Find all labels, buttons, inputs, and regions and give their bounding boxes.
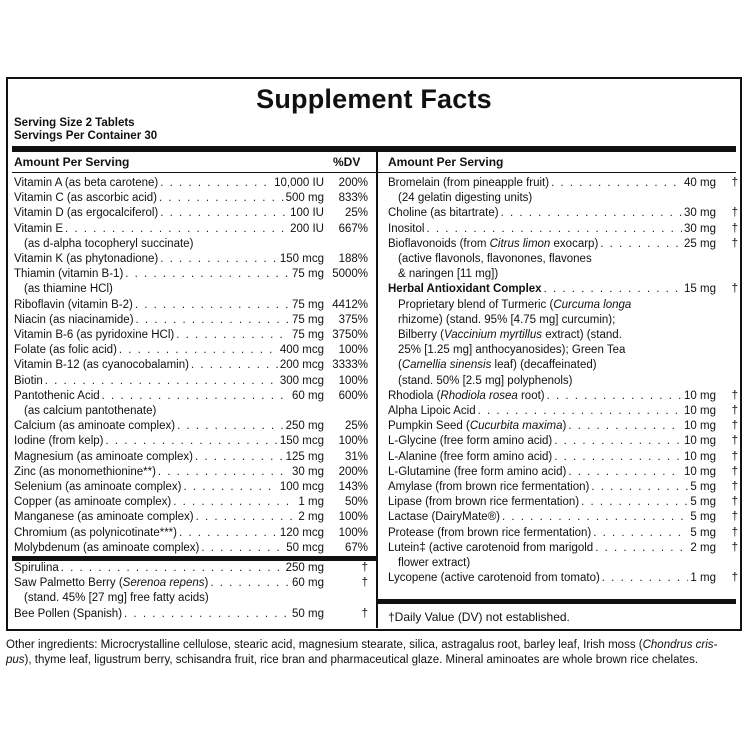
subline-text: leaf) (decaffeinated)	[491, 359, 597, 372]
nutrient-name: Herbal Antioxidant Complex	[388, 283, 542, 296]
nutrient-amount: 5 mg	[690, 511, 716, 524]
nutrient-amount: 300 mcg	[279, 374, 324, 387]
subline-text: extract) (stand.	[542, 329, 622, 342]
nutrient-row	[388, 465, 738, 480]
nutrient-subline	[388, 328, 738, 343]
name-italic: Serenoa repens	[122, 577, 205, 590]
nutrient-amount: 400 mcg	[279, 344, 324, 357]
nutrient-name	[388, 419, 566, 434]
nutrient-name: Spirulina	[14, 562, 59, 574]
nutrient-amount: 100 IU	[290, 207, 324, 220]
supplement-facts-panel	[6, 77, 742, 631]
nutrient-name: L-Glutamine (free form amino acid)	[388, 465, 567, 478]
nutrient-dv: 100%	[338, 374, 368, 387]
nutrient-row	[388, 510, 738, 525]
leader-dots	[173, 495, 296, 510]
name-text: Rhodiola (	[388, 389, 441, 402]
right-section-divider	[378, 599, 736, 604]
leader-dots	[478, 404, 682, 419]
nutrient-dv: 25%	[344, 207, 368, 220]
nutrient-amount: 120 mcg	[279, 526, 324, 539]
nutrient-dv: 25%	[344, 420, 368, 433]
nutrient-dv: †	[731, 405, 738, 418]
leader-dots	[176, 328, 290, 343]
nutrient-row	[14, 252, 368, 267]
nutrient-name	[388, 237, 598, 252]
nutrient-name: Vitamin C (as ascorbic acid)	[14, 192, 157, 205]
nutrient-name	[388, 389, 545, 404]
nutrient-name: Choline (as bitartrate)	[388, 207, 499, 220]
nutrient-amount: 30 mg	[684, 222, 716, 235]
nutrient-row	[388, 450, 738, 465]
nutrient-name: Inositol	[388, 222, 425, 235]
nutrient-name: Selenium (as aminoate complex)	[14, 481, 182, 494]
nutrient-dv: †	[361, 607, 368, 620]
leader-dots	[183, 480, 277, 495]
nutrient-amount: 10 mg	[684, 465, 716, 478]
nutrient-dv: †	[361, 577, 368, 590]
nutrient-dv: 100%	[338, 344, 368, 357]
other-ingredients	[6, 638, 742, 668]
nutrient-name: L-Alanine (free form amino acid)	[388, 450, 553, 463]
name-text: exocarp)	[550, 237, 599, 250]
nutrient-dv: 50%	[344, 496, 368, 509]
nutrient-subline: & naringen [11 mg])	[398, 268, 499, 281]
nutrient-amount: 60 mg	[292, 577, 324, 590]
nutrient-amount: 75 mg	[292, 329, 324, 342]
serving-size: Serving Size 2 Tablets	[14, 117, 135, 129]
nutrient-name: Vitamin B-12 (as cyanocobalamin)	[14, 359, 189, 372]
nutrient-name: Niacin (as niacinamide)	[14, 313, 134, 326]
nutrient-dv: †	[731, 526, 738, 539]
nutrient-amount: 10 mg	[684, 389, 716, 402]
nutrient-name: Zinc (as monomethionine**)	[14, 465, 156, 478]
name-text: )	[562, 420, 567, 433]
nutrient-subline: (stand. 45% [27 mg] free fatty acids)	[24, 592, 209, 605]
nutrient-dv: †	[731, 207, 738, 220]
nutrient-amount: 75 mg	[292, 313, 324, 326]
nutrient-name: Vitamin K (as phytonadione)	[14, 253, 159, 266]
nutrient-amount: 40 mg	[684, 177, 716, 189]
nutrient-amount: 200 mcg	[279, 359, 324, 372]
right-header-rule	[378, 172, 736, 173]
subline-italic: Curcuma longa	[553, 298, 632, 311]
nutrient-amount: 125 mg	[285, 450, 324, 463]
nutrient-row	[14, 419, 368, 434]
name-italic: Rhodiola rosea	[440, 389, 518, 402]
nutrient-subline: (active flavonols, flavonones, flavones	[398, 253, 592, 266]
name-text: Saw Palmetto Berry (	[14, 577, 123, 590]
nutrient-name: Biotin	[14, 374, 43, 387]
nutrient-name: L-Glycine (free form amino acid)	[388, 435, 553, 448]
nutrient-name: Thiamin (vitamin B-1)	[14, 268, 124, 281]
nutrient-amount: 1 mg	[298, 496, 324, 509]
nutrient-subline: rhizome) (stand. 95% [4.75 mg] curcumin);	[398, 313, 616, 326]
leader-dots	[554, 450, 682, 465]
subline-italic: Vaccinium myrtillus	[444, 329, 542, 342]
leader-dots	[119, 343, 278, 358]
leader-dots	[160, 206, 288, 221]
leader-dots	[195, 450, 284, 465]
nutrient-amount: 5 mg	[690, 526, 716, 539]
nutrient-name: Vitamin D (as ergocalciferol)	[14, 207, 159, 220]
nutrient-name: Lutein‡ (active carotenoid from marigold	[388, 541, 594, 554]
nutrient-name: Iodine (from kelp)	[14, 435, 104, 448]
nutrient-dv: 5000%	[332, 268, 368, 281]
nutrient-row	[14, 343, 368, 358]
leader-dots	[547, 389, 682, 404]
nutrient-amount: 5 mg	[690, 496, 716, 509]
nutrient-subline: (as thiamine HCl)	[24, 283, 113, 296]
nutrient-row	[14, 480, 368, 495]
nutrient-name: Vitamin E	[14, 222, 64, 235]
nutrient-dv: 667%	[338, 222, 368, 235]
nutrient-row	[388, 176, 738, 191]
nutrient-amount: 2 mg	[298, 511, 324, 524]
nutrient-amount: 5 mg	[690, 481, 716, 494]
nutrient-dv: †	[731, 435, 738, 448]
nutrient-row	[14, 389, 368, 404]
leader-dots	[177, 419, 284, 434]
leader-dots	[602, 571, 689, 586]
nutrient-name: Lipase (from brown rice fermentation)	[388, 496, 580, 509]
nutrient-dv: †	[731, 222, 738, 235]
nutrient-amount: 50 mcg	[286, 541, 324, 554]
nutrient-row	[14, 450, 368, 465]
daily-value-note: †Daily Value (DV) not established.	[388, 610, 570, 624]
other-ingredients-post: ), thyme leaf, ligustrum berry, schisandra fruit, rice bran and pharmaceutical glaze. Mineral aminoates are whole brown rice chelates.	[24, 654, 699, 666]
leader-dots	[160, 252, 278, 267]
nutrient-row	[14, 328, 368, 343]
left-nutrient-list	[14, 176, 368, 556]
nutrient-dv: 600%	[338, 389, 368, 402]
leader-dots	[124, 607, 290, 622]
left-amount-header: Amount Per Serving	[14, 155, 130, 169]
nutrient-row	[388, 206, 738, 221]
nutrient-dv: †	[731, 511, 738, 524]
nutrient-subline: (as d-alpha tocopheryl succinate)	[24, 237, 194, 250]
nutrient-dv: †	[731, 450, 738, 463]
nutrient-name: Alpha Lipoic Acid	[388, 405, 476, 418]
nutrient-amount: 150 mcg	[279, 435, 324, 448]
nutrient-dv: 4412%	[332, 298, 368, 311]
leader-dots	[61, 561, 284, 576]
name-text: Pumpkin Seed (	[388, 420, 470, 433]
nutrient-row	[14, 358, 368, 373]
leader-dots	[554, 434, 682, 449]
nutrient-amount: 100 mcg	[279, 481, 324, 494]
nutrient-row	[14, 434, 368, 449]
nutrient-row	[388, 389, 738, 404]
nutrient-amount: 2 mg	[690, 541, 716, 554]
leader-dots	[159, 191, 284, 206]
other-ingredients-italic-2: pus	[6, 654, 25, 666]
nutrient-amount: 250 mg	[285, 562, 324, 574]
nutrient-dv: 31%	[344, 450, 368, 463]
nutrient-name: Folate (as folic acid)	[14, 344, 117, 357]
nutrient-dv: †	[731, 177, 738, 189]
nutrient-name: Chromium (as polynicotinate***)	[14, 526, 177, 539]
nutrient-name: Vitamin A (as beta carotene)	[14, 177, 159, 189]
nutrient-amount: 75 mg	[292, 298, 324, 311]
leader-dots	[191, 358, 278, 373]
nutrient-name: Molybdenum (as aminoate complex)	[14, 541, 200, 554]
nutrient-amount: 10,000 IU	[274, 177, 324, 189]
nutrient-name: Copper (as aminoate complex)	[14, 496, 172, 509]
nutrient-name: Bromelain (from pineapple fruit)	[388, 177, 550, 189]
nutrient-amount: 200 IU	[290, 222, 324, 235]
nutrient-name: Amylase (from brown rice fermentation)	[388, 481, 590, 494]
nutrient-row	[388, 222, 738, 237]
leader-dots	[581, 495, 688, 510]
nutrient-dv: †	[731, 572, 738, 585]
nutrient-row	[388, 419, 738, 434]
nutrient-name: Pantothenic Acid	[14, 389, 100, 402]
nutrient-row	[14, 191, 368, 206]
right-nutrient-list	[388, 176, 738, 586]
name-text: )	[204, 577, 209, 590]
nutrient-row	[14, 576, 368, 591]
nutrient-amount: 30 mg	[684, 207, 716, 220]
nutrient-amount: 50 mg	[292, 607, 324, 620]
nutrient-subline: (as calcium pantothenate)	[24, 405, 157, 418]
name-italic: Citrus limon	[489, 237, 551, 250]
leader-dots	[136, 313, 291, 328]
subline-italic: Camellia sinensis	[401, 359, 492, 372]
leader-dots	[196, 510, 297, 525]
nutrient-row	[14, 267, 368, 282]
nutrient-dv: †	[731, 283, 738, 296]
leader-dots	[135, 298, 290, 313]
nutrient-amount: 25 mg	[684, 237, 716, 250]
nutrient-name: Magnesium (as aminoate complex)	[14, 450, 193, 463]
nutrient-dv: †	[361, 562, 368, 574]
nutrient-amount: 60 mg	[292, 389, 324, 402]
nutrient-amount: 10 mg	[684, 420, 716, 433]
nutrient-row	[14, 176, 368, 191]
nutrient-row	[14, 222, 368, 237]
leader-dots	[544, 282, 682, 297]
leader-dots	[501, 206, 682, 221]
nutrient-dv: †	[731, 237, 738, 250]
nutrient-row	[14, 495, 368, 510]
nutrient-subline	[388, 298, 738, 313]
nutrient-row	[388, 434, 738, 449]
nutrient-dv: †	[731, 465, 738, 478]
nutrient-dv: 375%	[338, 313, 368, 326]
nutrient-dv: 100%	[338, 511, 368, 524]
leader-dots	[595, 541, 688, 556]
thick-divider	[12, 146, 736, 152]
nutrient-row	[388, 495, 738, 510]
nutrient-dv: †	[731, 541, 738, 554]
panel-title: Supplement Facts	[256, 84, 492, 114]
name-text: root)	[517, 389, 545, 402]
nutrient-row	[14, 313, 368, 328]
nutrient-name: Manganese (as aminoate complex)	[14, 511, 194, 524]
leader-dots	[65, 222, 288, 237]
nutrient-row	[14, 526, 368, 541]
nutrient-row	[14, 607, 368, 622]
nutrient-row	[388, 526, 738, 541]
nutrient-name: Lycopene (active carotenoid from tomato)	[388, 572, 600, 585]
nutrient-dv: 67%	[344, 541, 368, 554]
right-amount-header: Amount Per Serving	[388, 155, 504, 169]
nutrient-row	[388, 541, 738, 556]
nutrient-row	[14, 561, 368, 576]
nutrient-amount: 10 mg	[684, 405, 716, 418]
nutrient-dv: 100%	[338, 435, 368, 448]
nutrient-dv: 833%	[338, 192, 368, 205]
subline-text: Bilberry (	[398, 329, 445, 342]
leader-dots	[160, 176, 272, 191]
leader-dots	[45, 374, 278, 389]
other-ingredients-italic-1: Chondrus cris-	[642, 639, 718, 651]
nutrient-dv: 3333%	[332, 359, 368, 372]
leader-dots	[591, 480, 688, 495]
nutrient-row	[14, 206, 368, 221]
leader-dots	[600, 237, 682, 252]
left-header-rule	[12, 172, 376, 173]
subline-text: Proprietary blend of Turmeric (	[398, 298, 554, 311]
nutrient-name: Bee Pollen (Spanish)	[14, 607, 123, 620]
other-ingredients-pre: Other ingredients: Microcrystalline cellulose, stearic acid, magnesium stearate, silica, astragalus root, barley leaf, Irish moss (	[6, 639, 643, 651]
nutrient-amount: 1 mg	[690, 572, 716, 585]
nutrient-row	[14, 298, 368, 313]
leader-dots	[201, 541, 284, 556]
nutrient-name: Riboflavin (vitamin B-2)	[14, 298, 133, 311]
nutrient-row	[388, 571, 738, 586]
nutrient-row	[388, 404, 738, 419]
nutrient-amount: 15 mg	[684, 283, 716, 296]
nutrient-name: Calcium (as aminoate complex)	[14, 420, 176, 433]
name-italic: Cucurbita maxima	[469, 420, 563, 433]
nutrient-row	[14, 541, 368, 556]
servings-per-container: Servings Per Container 30	[14, 130, 158, 142]
nutrient-dv: 188%	[338, 253, 368, 266]
nutrient-row	[388, 480, 738, 495]
nutrient-dv: †	[731, 420, 738, 433]
nutrient-name: Vitamin B-6 (as pyridoxine HCl)	[14, 329, 175, 342]
subline-text: (	[398, 359, 402, 372]
left-dv-header: %DV	[333, 155, 361, 169]
nutrient-amount: 10 mg	[684, 435, 716, 448]
leader-dots	[551, 176, 682, 191]
nutrient-name	[14, 576, 208, 591]
nutrient-dv: 200%	[338, 465, 368, 478]
leader-dots	[568, 419, 682, 434]
nutrient-dv: 3750%	[332, 329, 368, 342]
nutrient-row	[388, 237, 738, 252]
leader-dots	[179, 526, 278, 541]
leader-dots	[210, 576, 290, 591]
leader-dots	[158, 465, 290, 480]
nutrient-amount: 250 mg	[285, 420, 324, 433]
nutrient-amount: 500 mg	[285, 192, 324, 205]
nutrient-row	[388, 282, 738, 297]
leader-dots	[502, 510, 688, 525]
nutrient-dv: 200%	[338, 177, 368, 189]
nutrient-name: Protease (from brown rice fermentation)	[388, 526, 592, 539]
nutrient-row	[14, 374, 368, 389]
nutrient-dv: †	[731, 496, 738, 509]
left-other-list	[14, 561, 368, 622]
nutrient-name: Lactase (DairyMate®)	[388, 511, 501, 524]
leader-dots	[125, 267, 290, 282]
nutrient-amount: 150 mcg	[279, 253, 324, 266]
leader-dots	[568, 465, 682, 480]
leader-dots	[105, 434, 277, 449]
nutrient-dv: 143%	[338, 481, 368, 494]
nutrient-dv: †	[731, 481, 738, 494]
column-divider	[376, 152, 378, 628]
nutrient-subline: 25% [1.25 mg] anthocyanosides); Green Tea	[398, 344, 626, 357]
nutrient-row	[14, 510, 368, 525]
leader-dots	[102, 389, 290, 404]
nutrient-amount: 75 mg	[292, 268, 324, 281]
nutrient-subline: (stand. 50% [2.5 mg] polyphenols)	[398, 374, 573, 387]
leader-dots	[426, 222, 682, 237]
leader-dots	[593, 526, 688, 541]
nutrient-subline	[388, 358, 738, 373]
name-text: Bioflavonoids (from	[388, 237, 490, 250]
nutrient-subline: (24 gelatin digesting units)	[398, 192, 533, 205]
nutrient-amount: 10 mg	[684, 450, 716, 463]
nutrient-row	[14, 465, 368, 480]
nutrient-dv: †	[731, 389, 738, 402]
nutrient-subline: flower extract)	[398, 557, 471, 570]
nutrient-amount: 30 mg	[292, 465, 324, 478]
nutrient-dv: 100%	[338, 526, 368, 539]
